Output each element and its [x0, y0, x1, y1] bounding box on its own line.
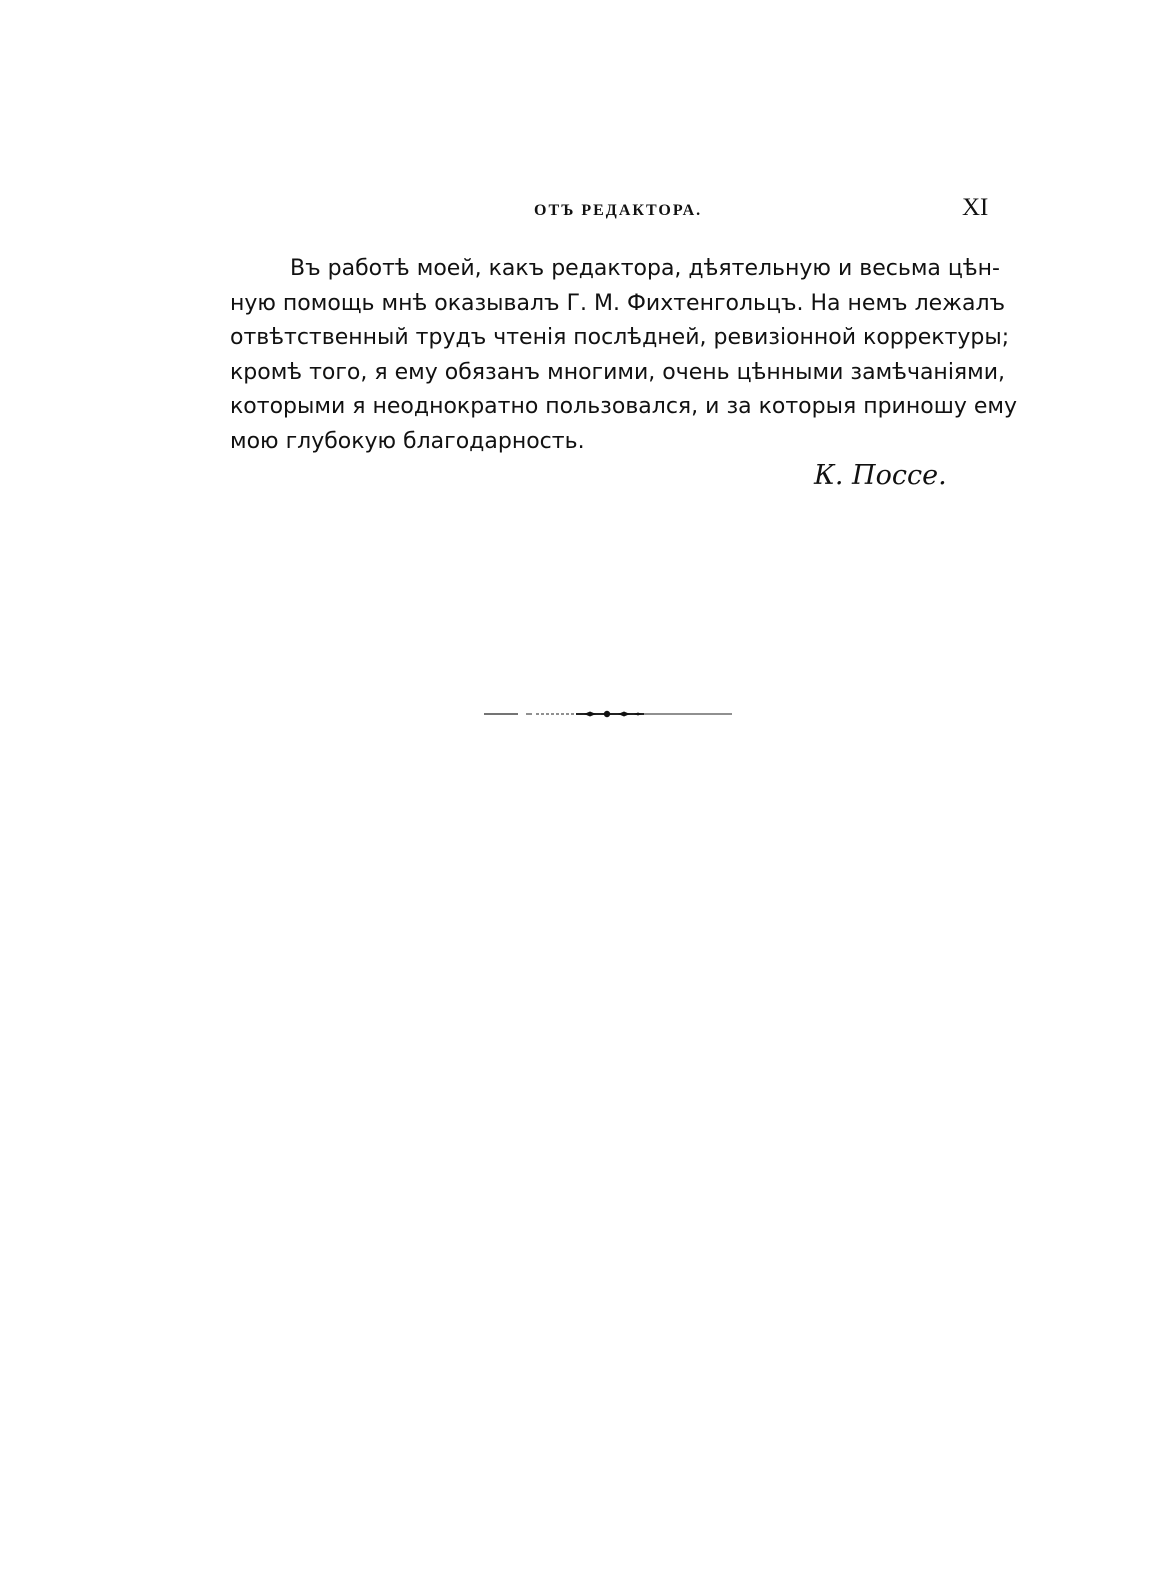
signature: К. Поссе. — [814, 460, 947, 491]
text-line: ную помощь мнѣ оказывалъ Г. М. Фихтенгольцъ. На немъ лежалъ — [230, 290, 1006, 316]
running-head: ОТЪ РЕДАКТОРА. — [534, 202, 703, 219]
text-line: отвѣтственный трудъ чтенія послѣдней, ревизіонной корректуры; — [230, 325, 1010, 350]
text-line: которыми я неоднократно пользовался, и за которыя приношу ему — [230, 394, 1017, 419]
text-line: мою глубокую благодарность. — [230, 428, 585, 454]
page-number: XI — [962, 194, 989, 221]
fleuron-divider — [484, 706, 732, 722]
text-line: Въ работѣ моей, какъ редактора, дѣятельную и весьма цѣн- — [290, 256, 1000, 281]
text-line: кромѣ того, я ему обязанъ многими, очень цѣнными замѣчаніями, — [230, 359, 1006, 385]
body-paragraph — [230, 252, 1017, 459]
